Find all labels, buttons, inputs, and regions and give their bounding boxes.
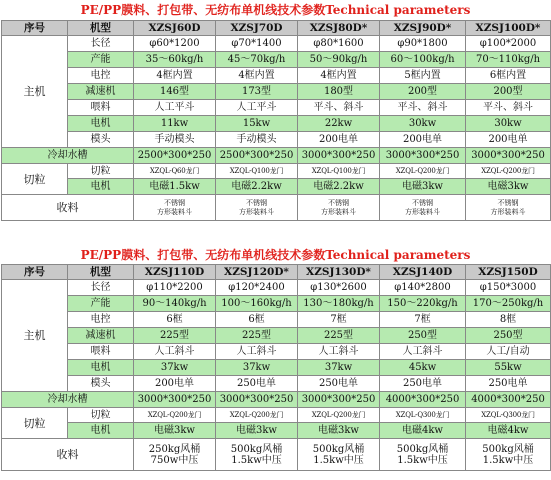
cell-value: 170～250kg/h bbox=[466, 296, 551, 312]
cell-value: 3000*300*250 bbox=[298, 392, 380, 408]
collect-line2: 1.5kw中压 bbox=[313, 454, 364, 466]
row-label: 电控 bbox=[68, 68, 134, 84]
cell-value: 2500*300*250 bbox=[216, 148, 298, 164]
collect-line1: 500kg风桶 bbox=[396, 443, 449, 455]
cell-value: 人工平斗 bbox=[216, 100, 298, 116]
row-label: 产能 bbox=[68, 52, 134, 68]
cell-value: 11kw bbox=[134, 116, 216, 132]
cell-value: 146型 bbox=[134, 84, 216, 100]
row-label: 电机 bbox=[68, 179, 134, 195]
cell-value: 电磁3kw bbox=[134, 423, 216, 439]
cell-value: 30kw bbox=[380, 116, 466, 132]
row-label: 切粒 bbox=[68, 408, 134, 423]
cell-value: 4框内置 bbox=[216, 68, 298, 84]
row-collect bbox=[2, 439, 551, 471]
cell-value: 2500*300*250 bbox=[134, 148, 216, 164]
cell-value: φ60*1200 bbox=[134, 36, 216, 52]
cell-value: 173型 bbox=[216, 84, 298, 100]
collect-line2: 750w中压 bbox=[150, 454, 199, 466]
spec-table-1 bbox=[1, 20, 551, 221]
group-collect: 收料 bbox=[2, 439, 134, 471]
cell-value: φ130*2600 bbox=[298, 280, 380, 296]
row-cut-motor bbox=[2, 423, 551, 439]
cell-value: XZQL-Q300龙门 bbox=[466, 408, 551, 423]
cell-value: φ120*2400 bbox=[216, 280, 298, 296]
cell-value: 250型 bbox=[466, 328, 551, 344]
collect-cell bbox=[298, 195, 380, 221]
collect-line1: 不锈钢 bbox=[246, 198, 267, 207]
row-collect bbox=[2, 195, 551, 221]
model-name: XZSJ120D* bbox=[216, 265, 298, 280]
cell-value: 7框 bbox=[298, 312, 380, 328]
cell-value: 250电单 bbox=[466, 376, 551, 392]
collect-cell bbox=[466, 439, 551, 471]
collect-cell bbox=[216, 439, 298, 471]
model-name: XZSJ60D bbox=[134, 21, 216, 36]
seq-header: 序号 bbox=[2, 265, 68, 280]
row-label: 长径 bbox=[68, 280, 134, 296]
model-name: XZSJ130D* bbox=[298, 265, 380, 280]
row-die bbox=[2, 132, 551, 148]
cell-value: 电磁1.5kw bbox=[134, 179, 216, 195]
collect-line2: 方形装料斗 bbox=[405, 207, 440, 216]
cell-value: 37kw bbox=[298, 360, 380, 376]
cell-value: 电磁2.2kw bbox=[298, 179, 380, 195]
cell-value: φ90*1800 bbox=[380, 36, 466, 52]
cell-value: XZQL-Q60龙门 bbox=[134, 164, 216, 179]
cell-value: 200型 bbox=[380, 84, 466, 100]
row-feed bbox=[2, 100, 551, 116]
cell-value: 225型 bbox=[216, 328, 298, 344]
row-length bbox=[2, 36, 551, 52]
cell-value: 3000*300*250 bbox=[298, 148, 380, 164]
cell-value: 电磁3kw bbox=[380, 179, 466, 195]
cell-value: 35～60kg/h bbox=[134, 52, 216, 68]
collect-cell bbox=[380, 195, 466, 221]
cell-value: XZQL-Q200龙门 bbox=[298, 408, 380, 423]
cell-value: 250电单 bbox=[298, 376, 380, 392]
cell-value: XZQL-Q100龙门 bbox=[216, 164, 298, 179]
cell-value: 手动模头 bbox=[216, 132, 298, 148]
collect-line2: 方形装料斗 bbox=[239, 207, 274, 216]
collect-line1: 不锈钢 bbox=[412, 198, 433, 207]
cell-value: 3000*300*250 bbox=[380, 148, 466, 164]
cell-value: 3000*300*250 bbox=[134, 392, 216, 408]
row-length bbox=[2, 280, 551, 296]
row-control bbox=[2, 312, 551, 328]
collect-line1: 500kg风桶 bbox=[312, 443, 365, 455]
row-label: 电机 bbox=[68, 116, 134, 132]
collect-cell bbox=[216, 195, 298, 221]
cell-value: 电磁4kw bbox=[466, 423, 551, 439]
cell-value: 4框内置 bbox=[298, 68, 380, 84]
collect-line2: 方形装料斗 bbox=[157, 207, 192, 216]
row-label: 切粒 bbox=[68, 164, 134, 179]
group-cut: 切粒 bbox=[2, 408, 68, 439]
cell-value: 6框 bbox=[134, 312, 216, 328]
cell-value: 200电单 bbox=[134, 376, 216, 392]
cell-value: 6框 bbox=[216, 312, 298, 328]
cell-value: 3000*300*250 bbox=[216, 392, 298, 408]
group-host: 主机 bbox=[2, 280, 68, 392]
collect-line1: 不锈钢 bbox=[497, 198, 519, 207]
cell-value: 45～70kg/h bbox=[216, 52, 298, 68]
cell-value: 人工斜斗 bbox=[380, 344, 466, 360]
collect-cell bbox=[298, 439, 380, 471]
collect-line1: 500kg风桶 bbox=[482, 443, 534, 455]
collect-line2: 1.5kw中压 bbox=[397, 454, 448, 466]
cell-value: 人工斜斗 bbox=[134, 344, 216, 360]
cell-value: 250电单 bbox=[216, 376, 298, 392]
group-host: 主机 bbox=[2, 36, 68, 148]
collect-cell bbox=[380, 439, 466, 471]
cell-value: 200电单 bbox=[380, 132, 466, 148]
row-feed bbox=[2, 344, 551, 360]
collect-line2: 方形装料斗 bbox=[490, 207, 526, 216]
cell-value: 手动模头 bbox=[134, 132, 216, 148]
cell-value: 人工斜斗 bbox=[216, 344, 298, 360]
cell-value: 4000*300*250 bbox=[466, 392, 551, 408]
cell-value: 电磁4kw bbox=[380, 423, 466, 439]
row-motor bbox=[2, 116, 551, 132]
cell-value: 4000*300*250 bbox=[380, 392, 466, 408]
collect-cell bbox=[134, 195, 216, 221]
collect-cell bbox=[466, 195, 551, 221]
cell-value: 平斗、斜斗 bbox=[466, 100, 551, 116]
cell-value: 8框 bbox=[466, 312, 551, 328]
model-name: XZSJ80D* bbox=[298, 21, 380, 36]
collect-line1: 不锈钢 bbox=[328, 198, 349, 207]
cell-value: XZQL-Q200龙门 bbox=[216, 408, 298, 423]
cell-value: XZQL-Q200龙门 bbox=[134, 408, 216, 423]
cell-value: 180型 bbox=[298, 84, 380, 100]
table1-title: PE/PP膜料、打包带、无纺布单机线技术参数Technical parameters bbox=[80, 3, 471, 17]
row-reducer bbox=[2, 84, 551, 100]
row-cutter bbox=[2, 408, 551, 423]
row-label: 喂料 bbox=[68, 100, 134, 116]
row-cutter bbox=[2, 164, 551, 179]
cell-value: 22kw bbox=[298, 116, 380, 132]
cell-value: 130～180kg/h bbox=[298, 296, 380, 312]
cell-value: 人工/自动 bbox=[466, 344, 551, 360]
cell-value: 250电单 bbox=[380, 376, 466, 392]
table2-title: PE/PP膜料、打包带、无纺布单机线技术参数Technical parameters bbox=[80, 248, 471, 262]
collect-line2: 1.5kw中压 bbox=[482, 454, 534, 466]
row-label: 电控 bbox=[68, 312, 134, 328]
cell-value: 60～100kg/h bbox=[380, 52, 466, 68]
seq-header: 序号 bbox=[2, 21, 68, 36]
cell-value: 电磁3kw bbox=[466, 179, 551, 195]
group-collect: 收料 bbox=[2, 195, 134, 221]
cell-value: 电磁3kw bbox=[298, 423, 380, 439]
collect-cell bbox=[134, 439, 216, 471]
row-label: 减速机 bbox=[68, 328, 134, 344]
cell-value: 5框内置 bbox=[380, 68, 466, 84]
row-die bbox=[2, 376, 551, 392]
collect-line2: 1.5kw中压 bbox=[231, 454, 282, 466]
cell-value: XZQL-Q100龙门 bbox=[298, 164, 380, 179]
cell-value: φ80*1600 bbox=[298, 36, 380, 52]
row-label: 减速机 bbox=[68, 84, 134, 100]
row-cooling bbox=[2, 392, 551, 408]
cell-value: 225型 bbox=[298, 328, 380, 344]
cell-value: 100～160kg/h bbox=[216, 296, 298, 312]
model-name: XZSJ100D* bbox=[466, 21, 551, 36]
cell-value: 6框内置 bbox=[466, 68, 551, 84]
row-label: 喂料 bbox=[68, 344, 134, 360]
row-output bbox=[2, 52, 551, 68]
cell-value: 人工斜斗 bbox=[298, 344, 380, 360]
collect-line1: 250kg风桶 bbox=[148, 443, 201, 455]
row-label: 长径 bbox=[68, 36, 134, 52]
row-label: 模头 bbox=[68, 132, 134, 148]
cell-value: 平斗、斜斗 bbox=[298, 100, 380, 116]
cell-value: XZQL-Q300龙门 bbox=[380, 408, 466, 423]
cell-value: 50～90kg/h bbox=[298, 52, 380, 68]
cell-value: 3000*300*250 bbox=[466, 148, 551, 164]
cell-value: φ110*2200 bbox=[134, 280, 216, 296]
cell-value: 30kw bbox=[466, 116, 551, 132]
cell-value: 70～110kg/h bbox=[466, 52, 551, 68]
collect-line1: 不锈钢 bbox=[164, 198, 185, 207]
cell-value: 45kw bbox=[380, 360, 466, 376]
row-label: 电机 bbox=[68, 423, 134, 439]
cell-value: 250型 bbox=[380, 328, 466, 344]
cell-value: 200电单 bbox=[466, 132, 551, 148]
cell-value: φ140*2800 bbox=[380, 280, 466, 296]
collect-line2: 方形装料斗 bbox=[321, 207, 356, 216]
cell-value: 90～140kg/h bbox=[134, 296, 216, 312]
cell-value: 15kw bbox=[216, 116, 298, 132]
collect-line1: 500kg风桶 bbox=[230, 443, 283, 455]
row-label: 产能 bbox=[68, 296, 134, 312]
cell-value: 平斗、斜斗 bbox=[380, 100, 466, 116]
header-row bbox=[2, 265, 551, 280]
row-control bbox=[2, 68, 551, 84]
cell-value: 7框 bbox=[380, 312, 466, 328]
row-label: 电机 bbox=[68, 360, 134, 376]
row-label: 冷却水槽 bbox=[2, 392, 134, 408]
model-name: XZSJ150D bbox=[466, 265, 551, 280]
cell-value: 55kw bbox=[466, 360, 551, 376]
model-header: 机型 bbox=[68, 265, 134, 280]
model-name: XZSJ90D* bbox=[380, 21, 466, 36]
spec-table-2 bbox=[1, 264, 551, 471]
header-row bbox=[2, 21, 551, 36]
row-output bbox=[2, 296, 551, 312]
cell-value: 37kw bbox=[216, 360, 298, 376]
model-name: XZSJ140D bbox=[380, 265, 466, 280]
model-name: XZSJ70D bbox=[216, 21, 298, 36]
row-label: 冷却水槽 bbox=[2, 148, 134, 164]
row-reducer bbox=[2, 328, 551, 344]
cell-value: φ70*1400 bbox=[216, 36, 298, 52]
cell-value: 225型 bbox=[134, 328, 216, 344]
cell-value: 电磁2.2kw bbox=[216, 179, 298, 195]
cell-value: 200电单 bbox=[298, 132, 380, 148]
row-cooling bbox=[2, 148, 551, 164]
row-motor bbox=[2, 360, 551, 376]
cell-value: XZQL-Q200龙门 bbox=[466, 164, 551, 179]
cell-value: 人工平斗 bbox=[134, 100, 216, 116]
cell-value: 4框内置 bbox=[134, 68, 216, 84]
cell-value: 电磁3kw bbox=[216, 423, 298, 439]
cell-value: φ150*3000 bbox=[466, 280, 551, 296]
model-name: XZSJ110D bbox=[134, 265, 216, 280]
cell-value: φ100*2000 bbox=[466, 36, 551, 52]
group-cut: 切粒 bbox=[2, 164, 68, 195]
cell-value: 200型 bbox=[466, 84, 551, 100]
model-header: 机型 bbox=[68, 21, 134, 36]
row-cut-motor bbox=[2, 179, 551, 195]
row-label: 模头 bbox=[68, 376, 134, 392]
cell-value: XZQL-Q200龙门 bbox=[380, 164, 466, 179]
cell-value: 37kw bbox=[134, 360, 216, 376]
cell-value: 150～220kg/h bbox=[380, 296, 466, 312]
